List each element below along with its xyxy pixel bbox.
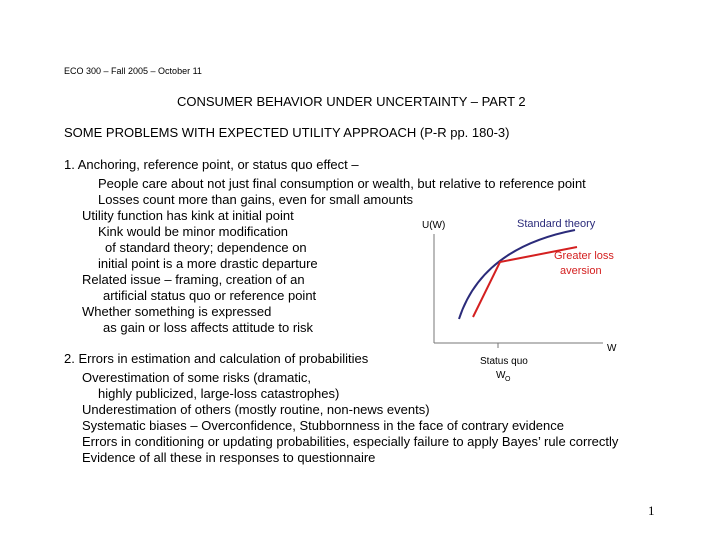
standard-theory-label: Standard theory <box>517 218 596 230</box>
section-1-line: Losses count more than gains, even for small amounts <box>98 192 414 207</box>
greater-loss-label: Greater loss <box>554 250 614 262</box>
course-header: ECO 300 – Fall 2005 – October 11 <box>64 66 202 76</box>
section-1-line: Kink would be minor modification <box>98 224 289 239</box>
section-1-line: People care about not just final consumption or wealth, but relative to reference point <box>98 176 586 191</box>
section-1-line: Whether something is expressed <box>82 304 272 319</box>
section-2-line: Errors in conditioning or updating probabilities, especially failure to apply Bayes’ rule correctly <box>82 434 619 449</box>
section-1-line: of standard theory; dependence on <box>105 240 307 255</box>
page-number: 1 <box>648 503 655 518</box>
standard-theory-curve <box>459 230 575 319</box>
page-title: CONSUMER BEHAVIOR UNDER UNCERTAINTY – PART 2 <box>177 94 526 109</box>
section-2-line: Underestimation of others (mostly routine, non-news events) <box>82 402 430 417</box>
section-2-line: Overestimation of some risks (dramatic, <box>82 370 312 385</box>
x-axis-label: W <box>607 343 617 354</box>
section-1-heading: 1. Anchoring, reference point, or status quo effect – <box>64 157 359 172</box>
section-2-line: Evidence of all these in responses to questionnaire <box>82 450 376 465</box>
section-1-line: Related issue – framing, creation of an <box>82 272 305 287</box>
section-subtitle: SOME PROBLEMS WITH EXPECTED UTILITY APPROACH (P-R pp. 180-3) <box>64 125 510 140</box>
aversion-label: aversion <box>560 265 602 277</box>
section-1-line: Utility function has kink at initial point <box>82 208 294 223</box>
section-1-line: initial point is a more drastic departure <box>98 256 318 271</box>
section-2-line: Systematic biases – Overconfidence, Stubbornness in the face of contrary evidence <box>82 418 564 433</box>
w0-subscript: O <box>505 376 511 383</box>
section-1-line: artificial status quo or reference point <box>103 288 317 303</box>
status-quo-label: Status quo <box>480 356 528 367</box>
section-2-heading: 2. Errors in estimation and calculation of probabilities <box>64 351 369 366</box>
section-1-line: as gain or loss affects attitude to risk <box>103 320 314 335</box>
w0-label: W <box>496 370 506 381</box>
section-2-line: highly publicized, large-loss catastrophes) <box>98 386 340 401</box>
y-axis-label: U(W) <box>422 220 446 231</box>
